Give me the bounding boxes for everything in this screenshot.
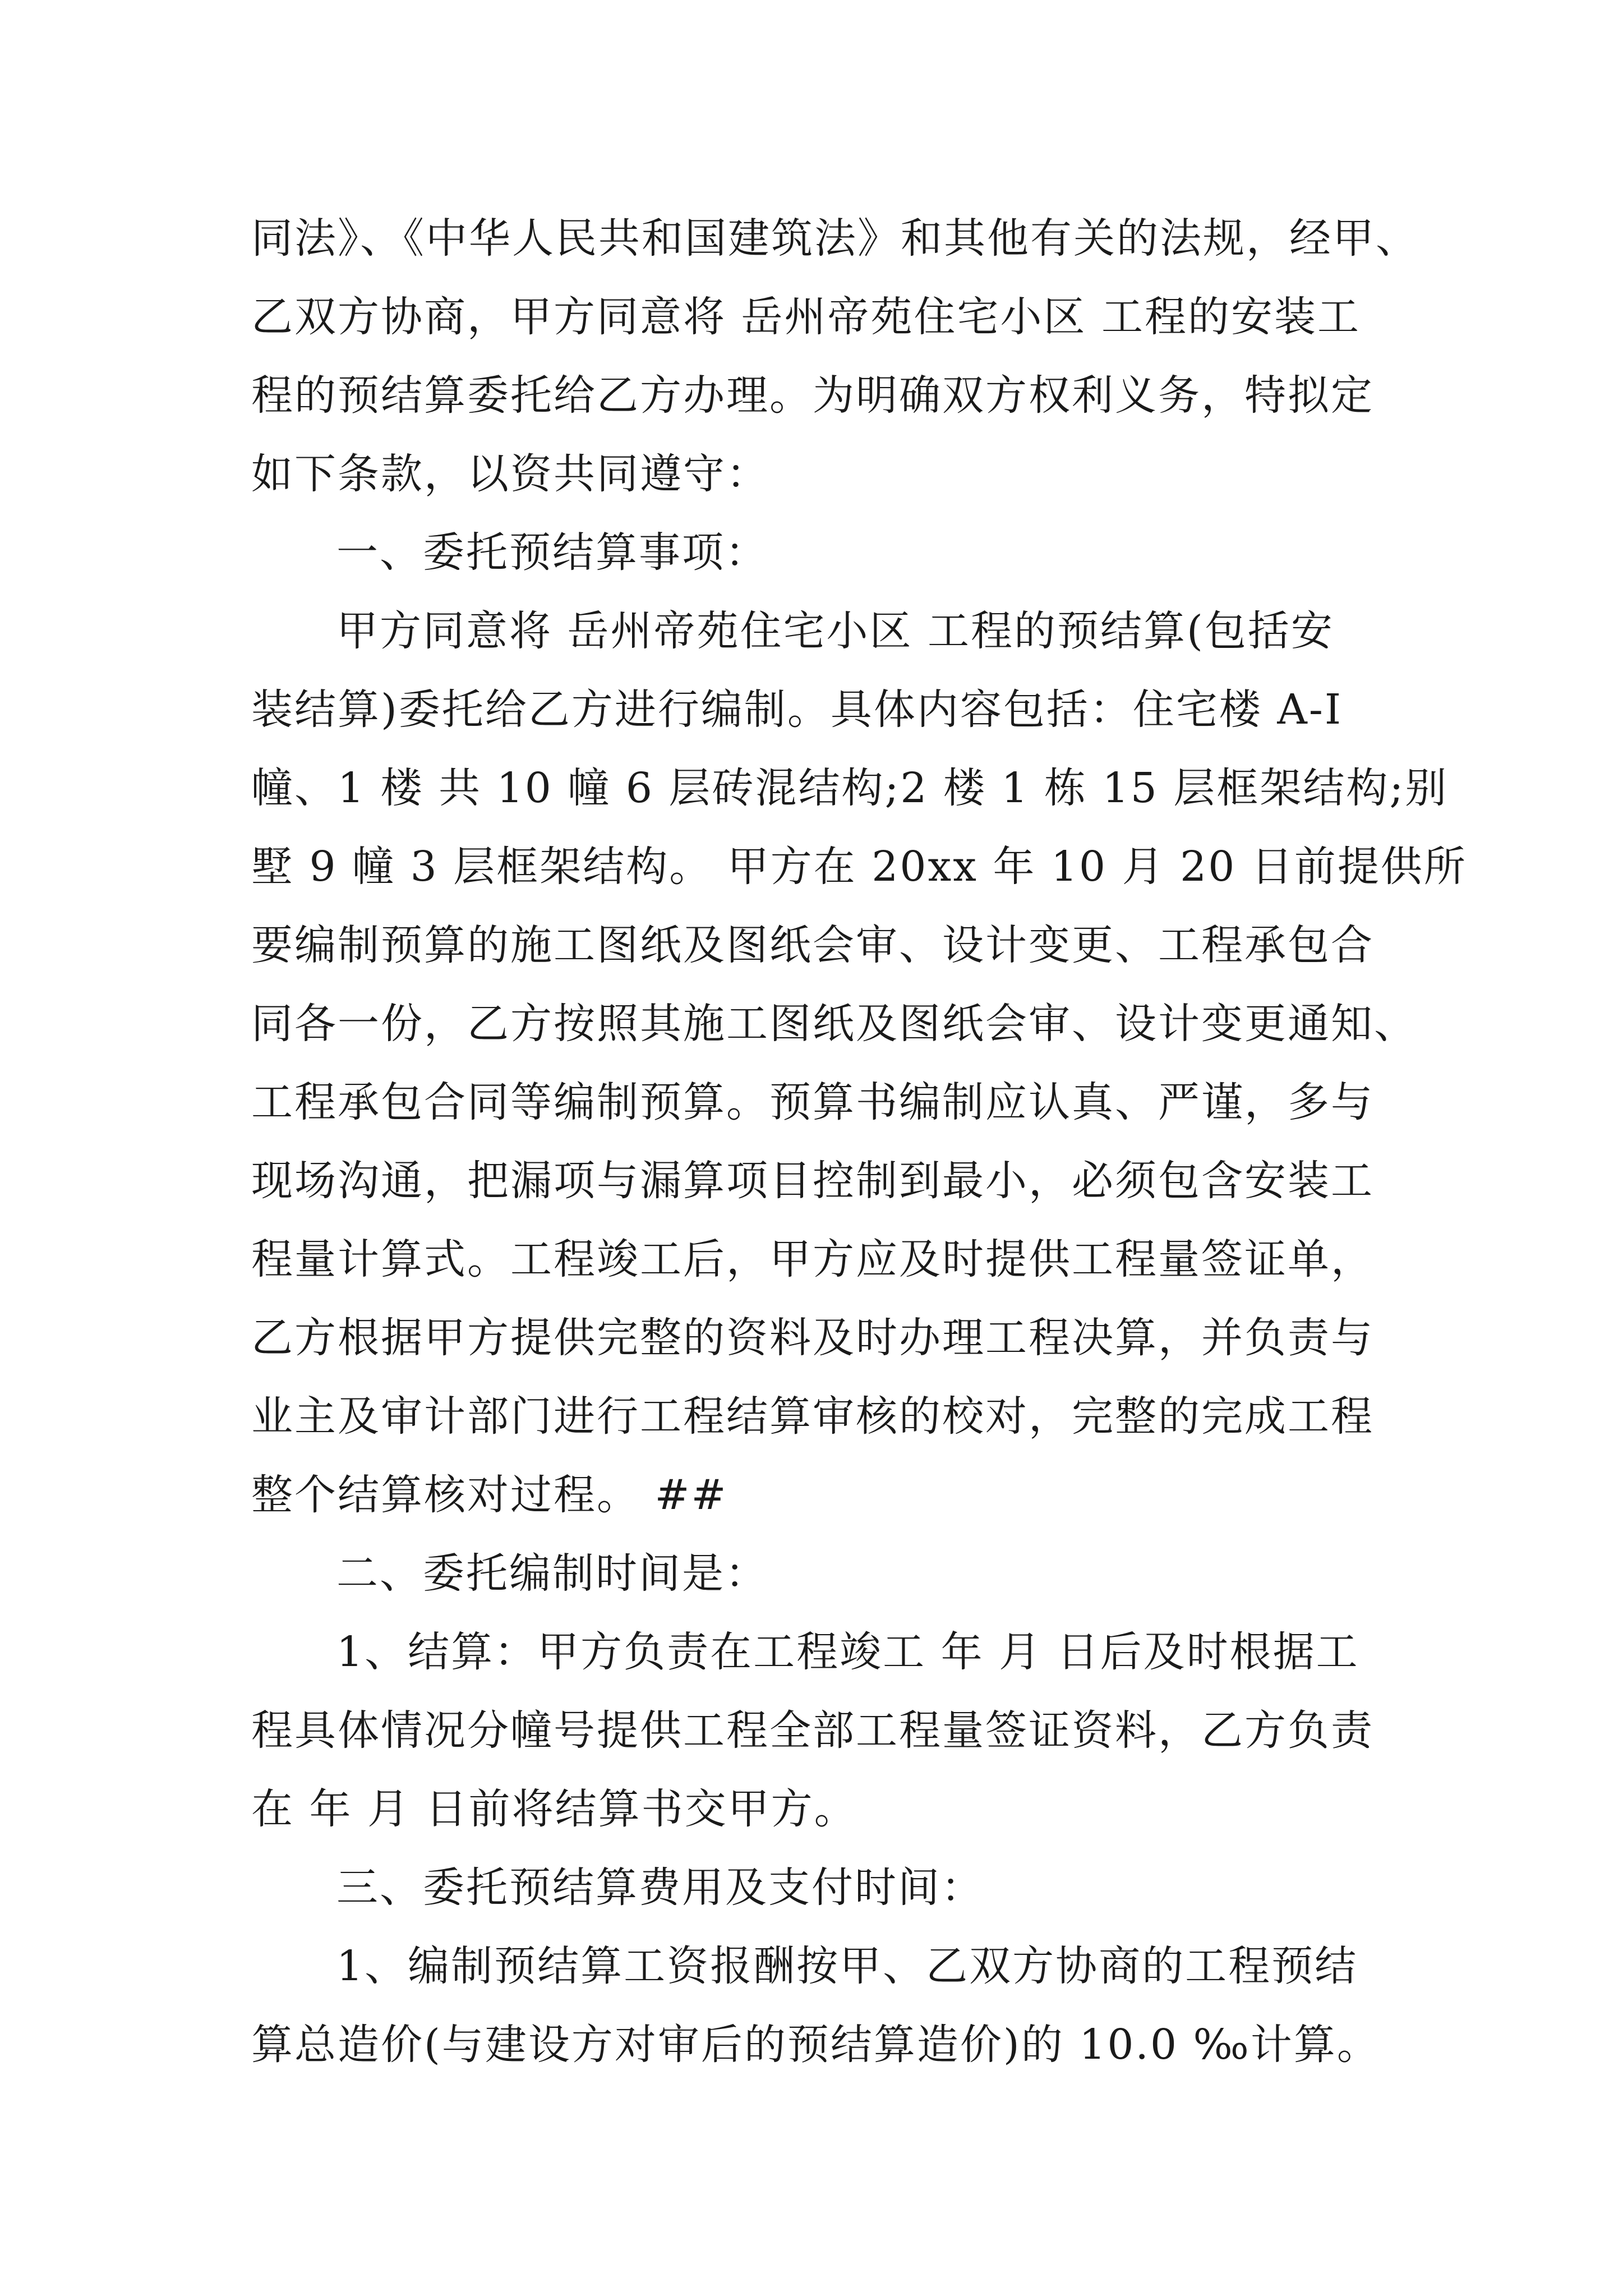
text-line: 幢、1 楼 共 10 幢 6 层砖混结构;2 楼 1 栋 15 层框架结构;别 (251, 764, 1449, 812)
text-line: 程的预结算委托给乙方办理。为明确双方权利义务，特拟定 (251, 371, 1374, 420)
text-line: 算总造价(与建设方对审后的预结算造价)的 10.0 ‰计算。 (251, 2021, 1380, 2069)
section-heading: 一、委托预结算事项： (336, 528, 768, 577)
text-line: 程具体情况分幢号提供工程全部工程量签证资料，乙方负责 (251, 1706, 1374, 1755)
text-line: 同各一份，乙方按照其施工图纸及图纸会审、设计变更通知、 (251, 1000, 1417, 1048)
text-line: 工程承包合同等编制预算。预算书编制应认真、严谨，多与 (251, 1078, 1374, 1126)
text-line: 同法》、《中华人民共和国建筑法》和其他有关的法规，经甲、 (251, 214, 1419, 263)
text-line: 要编制预算的施工图纸及图纸会审、设计变更、工程承包合 (251, 921, 1374, 969)
text-line: 现场沟通，把漏项与漏算项目控制到最小，必须包含安装工 (251, 1157, 1374, 1205)
text-line: 1、结算：甲方负责在工程竣工 年 月 日后及时根据工 (336, 1628, 1359, 1676)
text-line: 装结算)委托给乙方进行编制。具体内容包括：住宅楼 A-Ⅰ (251, 685, 1343, 734)
text-line: 程量计算式。工程竣工后，甲方应及时提供工程量签证单， (251, 1235, 1374, 1283)
text-line: 乙双方协商，甲方同意将 岳州帝苑住宅小区 工程的安装工 (251, 293, 1361, 341)
section-heading: 二、委托编制时间是： (336, 1549, 768, 1598)
text-line: 乙方根据甲方提供完整的资料及时办理工程决算，并负责与 (251, 1314, 1374, 1362)
text-line: 1、编制预结算工资报酬按甲、乙双方协商的工程预结 (336, 1942, 1358, 1990)
text-line: 业主及审计部门进行工程结算审核的校对，完整的完成工程 (251, 1392, 1374, 1441)
section-heading: 三、委托预结算费用及支付时间： (336, 1864, 984, 1912)
text-line: 甲方同意将 岳州帝苑住宅小区 工程的预结算(包括安 (336, 607, 1334, 655)
text-line: 墅 9 幢 3 层框架结构。 甲方在 20xx 年 10 月 20 日前提供所 (251, 843, 1467, 891)
text-line: 整个结算核对过程。 ## (251, 1471, 728, 1519)
text-line: 如下条款，以资共同遵守： (251, 450, 769, 498)
text-line: 在 年 月 日前将结算书交甲方。 (251, 1785, 857, 1833)
